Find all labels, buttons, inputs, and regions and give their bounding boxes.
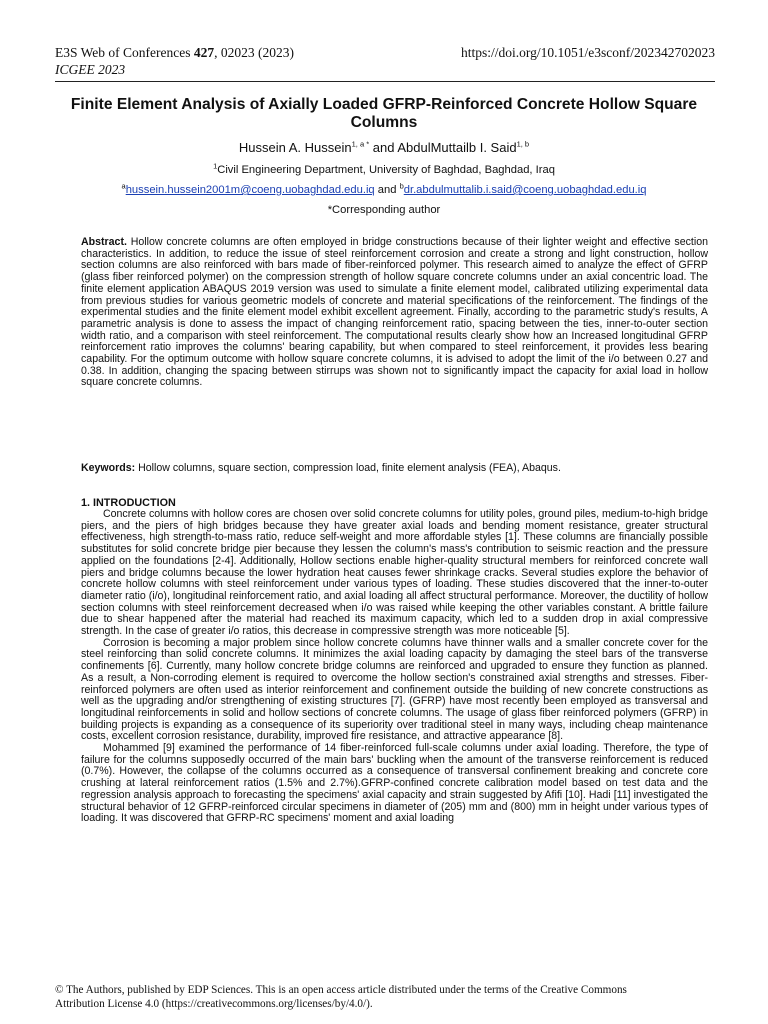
author-2: AbdulMuttailb I. Said (397, 140, 517, 155)
affiliation (55, 161, 713, 176)
affiliation-marker: 1 (213, 161, 218, 171)
author-list (55, 140, 713, 155)
paragraph: Corrosion is becoming a major problem since hollow concrete columns have thinner walls and a smaller concrete cover for the steel reinforcing than solid concrete columns. It minimizes the axial loading capacity by damaging the steel bars of the transverse confinements [6]. Currently, many hollow concrete bridge columns are reinforced and upgraded to ensure they function as planned. As a result, a Non-corroding element is required to overcome the hollow section's constrained axial strengths and stresses. Fiber-reinforced polymers are often used as interior reinforcement and confinement outside the building of new concrete constructions as well as the upgrading and/or strengthening of existing structures [7]. (GFRP) have most recently been employed as transversal and longitudinal reinforcements in solid and hollow sections of concrete columns. The usage of glass fiber reinforced polymers (GFRP) in building projects is expanding as a consequence of its superiority over traditional steel in many ways, including cheap maintenance costs, excellent corrosion resistance, durability, improved fire resistance, and attractive appearance [8]. (81, 636, 708, 743)
author-emails (40, 181, 728, 196)
doi-link[interactable]: https://doi.org/10.1051/e3sconf/202342702023 (461, 45, 715, 60)
license-line-1: © The Authors, published by EDP Sciences. This is an open access article distributed under the terms of the Creative Commons (55, 984, 627, 996)
article-number: , 02023 (2023) (214, 45, 295, 60)
email-b-marker: b (399, 181, 404, 191)
abstract (81, 237, 708, 389)
affiliation-text: Civil Engineering Department, University of Baghdad, Baghdad, Iraq (217, 164, 555, 176)
journal-citation (55, 45, 294, 61)
conference-name: ICGEE 2023 (55, 62, 126, 77)
keywords (81, 463, 708, 475)
email-a-link[interactable]: hussein.hussein2001m@coeng.uobaghdad.edu.iq (125, 184, 375, 196)
paper-title: Finite Element Analysis of Axially Loaded GFRP-Reinforced Concrete Hollow Square Columns (70, 96, 698, 131)
abstract-label: Abstract. (81, 236, 127, 248)
author-2-marker: 1, b (516, 139, 530, 149)
keywords-text: Hollow columns, square section, compression load, finite element analysis (FEA), Abaqus. (135, 462, 561, 474)
author-1: Hussein A. Hussein (238, 140, 352, 155)
abstract-text: Hollow concrete columns are often employed in bridge constructions because of their lighter weight and effective section characteristics. In addition, to reduce the issue of steel reinforcement corrosion and create a strong and light construction, hollow section columns are also reinforced with bars made of fiber-reinforced polymer. This research aimed to analyze the effect of GFRP (glass fiber reinforced polymer) on the compression strength of hollow square concrete columns under an axial concentric load. The finite element application ABAQUS 2019 version was used to simulate a finite element model, calibrated utilizing experimental data from previous studies for various geometric models of concrete and material specifications of the reinforcement. The findings of the experimental studies and the finite element model exhibit excellent agreement. Finally, according to the parametric study's results, A parametric analysis is done to assess the impact of changing reinforcement ratio, spacing between the ties, inner-to-outer section width ratio, and a comparison with steel reinforcement. The computational results clearly show how an Increased longitudinal GFRP reinforcement ratio improves the columns' bearing capability, but when compared to steel reinforcement, it provides less bearing capability. For the optimum outcome with hollow square concrete columns, it is advised to adopt the limit of the i/o between 0.27 and 0.38. In addition, changing the spacing between stirrups was shown not to significantly impact the capacity for axial load in hollow square concrete columns. (81, 236, 708, 389)
license-footer (55, 983, 718, 1011)
introduction-section (81, 497, 708, 825)
corresponding-author-note: *Corresponding author (327, 204, 441, 216)
author-connector: and (369, 140, 398, 155)
author-1-marker: 1, a * (351, 139, 370, 149)
running-header (55, 45, 715, 82)
email-b-link[interactable]: dr.abdulmuttalib.i.said@coeng.uobaghdad.edu.iq (403, 184, 647, 196)
keywords-label: Keywords: (81, 462, 136, 474)
paragraph: Mohammed [9] examined the performance of 14 fiber-reinforced full-scale columns under axial loading. Therefore, the type of failure for the columns supposedly occurred of the main bars' buckling when the amount of the transverse reinforcement is reduced (0.7%). However, the collapse of the columns occurred as a consequence of transversal confinement breaking and concrete core crushing at lateral reinforcement ratios (1.5% and 2.7%).GFRP-confined concrete calibration model based on test data and the regression analysis approach to forecasting the specimens' axial capacity and strain suggested by Afifi [10]. Hadi [11] investigated the structural behavior of 12 GFRP-reinforced circular specimens in diameter of (205) mm and (800) mm in height under various types of loading. It was discovered that GFRP-RC specimens' moment and axial loading (81, 742, 708, 825)
paragraph: Concrete columns with hollow cores are chosen over solid concrete columns for utility poles, ground piles, medium-to-high bridge piers, and the piers of high bridges because they have greater axial loads and bending moment resistance, greater structural effectiveness, high strength-to-mass ratio, reduce self-weight and more affordable styles [1]. These columns are financially possible substitutes for solid concrete bridge pier because they lessen the column's mass's contribution to seismic reaction and the pressure applied on the foundations [2-4]. Additionally, Hollow sections enable higher-quality structural members for reinforced concrete wall piers and bridge columns because the lower hydration heat causes fewer shrinkage cracks. Several studies explore the behavior of concrete hollow columns with steel reinforcement under various types of loading. These studies discovered that the inner-to-outer diameter ratio (i/o), longitudinal reinforcement ratio, and axial loading all affect structural performance. Moreover, the ductility of hollow section columns with steel reinforcement decreased when i/o was raised while keeping the other variables constant. A brittle failure due to shear happened after the material had reached its maximum capacity, which led to a sudden drop in axial compressive strength. In the case of greater i/o ratios, this decrease in compressive strength was more noticeable [5]. (81, 508, 708, 638)
section-heading: 1. INTRODUCTION (81, 497, 176, 509)
journal-name: E3S Web of Conferences (55, 45, 194, 60)
license-line-2: Attribution License 4.0 (https://creativecommons.org/licenses/by/4.0/). (55, 998, 373, 1010)
email-a-marker: a (121, 181, 126, 191)
journal-volume: 427 (193, 45, 215, 60)
email-connector: and (374, 184, 400, 196)
